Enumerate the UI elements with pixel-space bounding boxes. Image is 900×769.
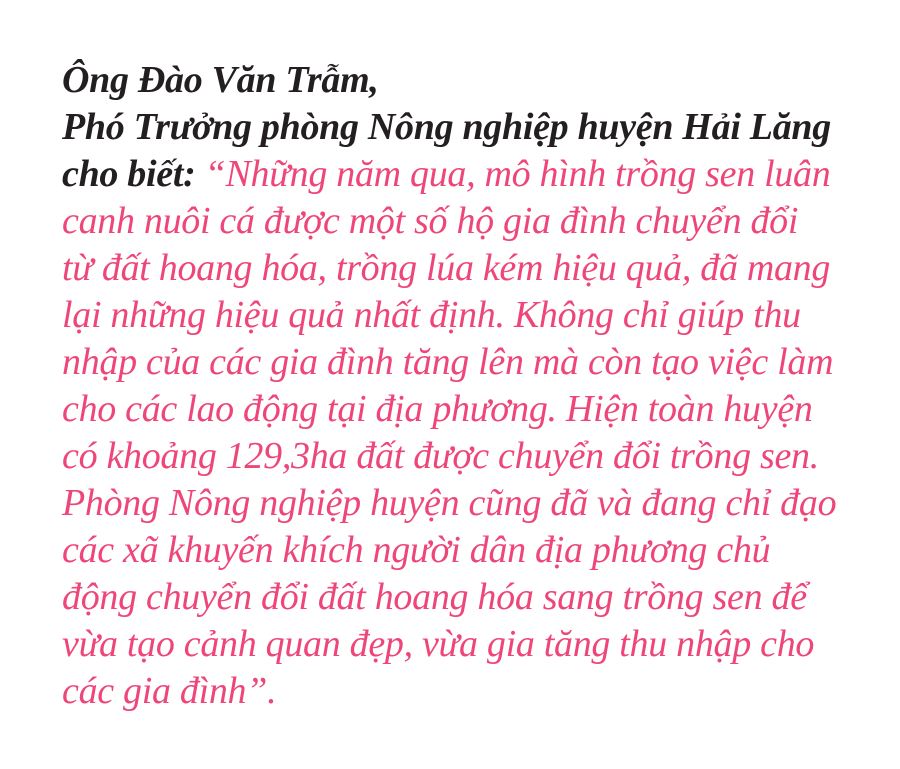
quote-text: Phòng Nông nghiệp huyện cũng đã và đang chỉ đạo — [62, 482, 837, 524]
quote-line — [62, 480, 872, 527]
quote-text: vừa tạo cảnh quan đẹp, vừa gia tăng thu nhập cho — [62, 623, 815, 665]
quote-line — [62, 151, 872, 198]
quote-text: lại những hiệu quả nhất định. Không chỉ giúp thu — [62, 294, 801, 336]
quote-line — [62, 245, 872, 292]
quote-line — [62, 433, 872, 480]
quote-text: từ đất hoang hóa, trồng lúa kém hiệu quả, đã mang — [62, 247, 831, 289]
attribution-line-1 — [62, 57, 872, 104]
quote-text: nhập của các gia đình tăng lên mà còn tạo việc làm — [62, 341, 834, 383]
quote-text: có khoảng 129,3ha đất được chuyển đổi trồng sen. — [62, 435, 819, 477]
quote-line — [62, 198, 872, 245]
quote-block — [62, 57, 872, 715]
quote-text: cho các lao động tại địa phương. Hiện toàn huyện — [62, 388, 813, 430]
attribution-text: cho biết: — [62, 153, 205, 195]
quote-line — [62, 386, 872, 433]
quote-text: động chuyển đổi đất hoang hóa sang trồng sen để — [62, 576, 807, 618]
attribution-text: Phó Trưởng phòng Nông nghiệp huyện Hải Lăng — [62, 106, 831, 148]
quote-text: “Những năm qua, mô hình trồng sen luân — [204, 153, 831, 195]
quote-line — [62, 527, 872, 574]
quote-line — [62, 339, 872, 386]
quote-text: các gia đình”. — [62, 670, 277, 712]
quote-line — [62, 668, 872, 715]
quote-line — [62, 292, 872, 339]
quote-line — [62, 574, 872, 621]
attribution-text: Ông Đào Văn Trẫm, — [62, 59, 379, 101]
quote-text: canh nuôi cá được một số hộ gia đình chuyển đổi — [62, 200, 799, 242]
attribution-line-2 — [62, 104, 872, 151]
quote-line — [62, 621, 872, 668]
quote-text: các xã khuyến khích người dân địa phương chủ — [62, 529, 771, 571]
